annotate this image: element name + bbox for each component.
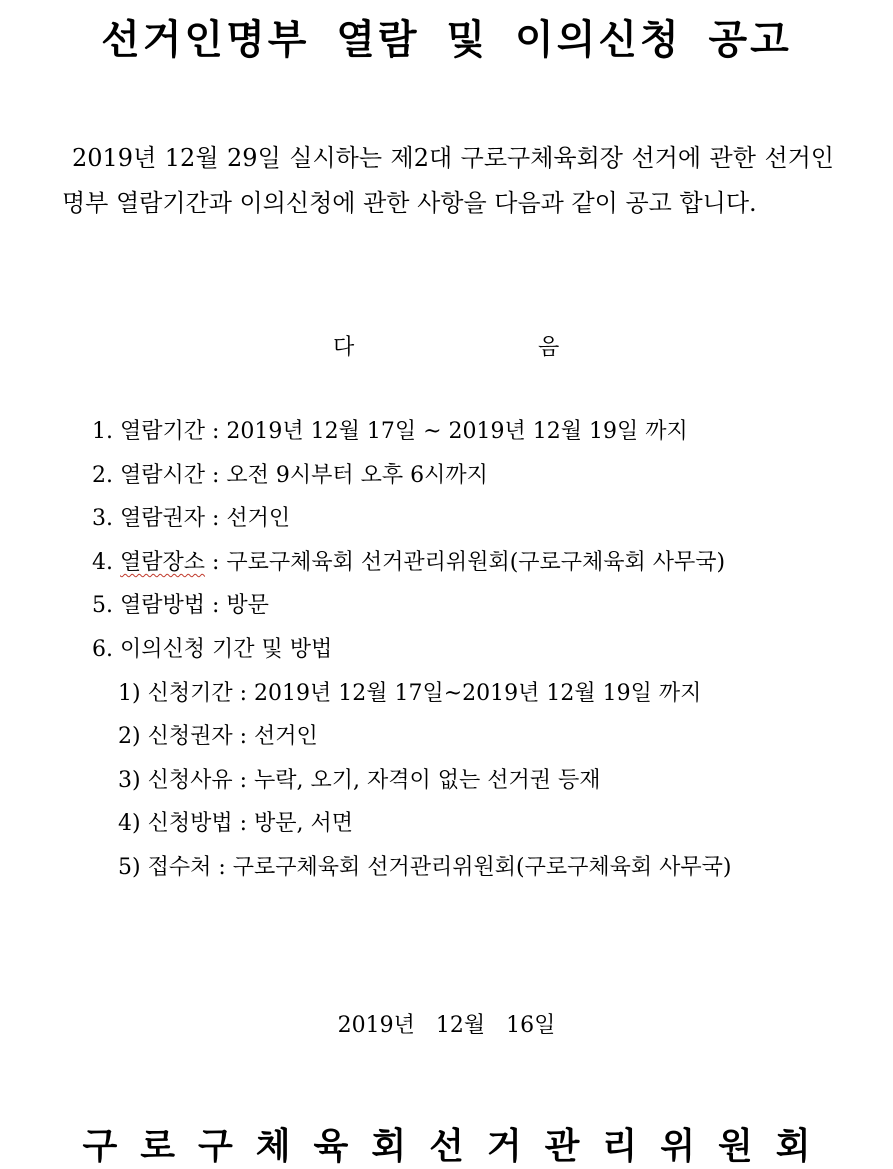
list-item	[92, 584, 852, 628]
item-label: 열람기간	[120, 419, 206, 444]
item-value: 2019년 12월 17일 ~ 2019년 12월 19일 까지	[226, 419, 688, 444]
list-item	[92, 628, 852, 672]
notice-title: 선거인명부 열람 및 이의신청 공고	[101, 16, 792, 63]
subitem-value: 누락, 오기, 자격이 없는 선거권 등재	[254, 767, 601, 793]
sub-list-item	[92, 802, 852, 846]
subitem-value: 선거인	[254, 724, 318, 750]
subitem-label: 신청기간	[147, 680, 233, 706]
subitem-label: 신청권자	[147, 724, 233, 750]
item-separator: :	[205, 462, 227, 488]
item-number: 5.	[92, 593, 113, 619]
subitem-separator: :	[232, 811, 255, 837]
item-number: 2.	[92, 462, 113, 488]
item-number: 6.	[92, 636, 113, 662]
subitem-number: 5)	[118, 854, 141, 880]
subitem-value: 구로구체육회 선거관리위원회(구로구체육회 사무국)	[232, 854, 732, 880]
item-separator: :	[205, 593, 227, 619]
issuing-organization: 구로구체육회선거관리위원회	[82, 1125, 834, 1167]
item-value: 선거인	[226, 506, 291, 532]
item-number: 4.	[92, 549, 113, 575]
sub-list-item	[92, 759, 852, 803]
subitem-value: 2019년 12월 17일~2019년 12월 19일 까지	[254, 680, 702, 706]
item-label: 열람방법	[120, 593, 206, 619]
notice-items	[92, 410, 852, 890]
item-value: 방문	[226, 593, 269, 619]
item-label: 열람권자	[120, 506, 206, 532]
subitem-number: 4)	[118, 811, 141, 837]
item-separator: :	[205, 419, 227, 444]
item-label: 열람장소	[120, 549, 206, 575]
next-heading-right: 음	[538, 335, 560, 360]
item-value: 구로구체육회 선거관리위원회(구로구체육회 사무국)	[226, 549, 726, 575]
sub-list-item	[92, 715, 852, 759]
sub-list-item	[92, 846, 852, 890]
item-number: 1.	[92, 419, 113, 444]
subitem-number: 1)	[118, 680, 141, 706]
next-heading-left: 다	[333, 335, 355, 360]
subitem-value: 방문, 서면	[254, 811, 354, 837]
item-number: 3.	[92, 506, 113, 532]
item-separator: :	[205, 549, 227, 575]
subitem-separator: :	[232, 680, 255, 706]
item-value: 오전 9시부터 오후 6시까지	[226, 462, 488, 488]
subitem-number: 3)	[118, 767, 141, 793]
subitem-separator: :	[232, 767, 255, 793]
subitem-label: 신청방법	[147, 811, 233, 837]
list-item	[92, 541, 852, 585]
next-heading	[0, 330, 893, 360]
intro-paragraph: 2019년 12월 29일 실시하는 제2대 구로구체육회장 선거에 관한 선거인명부 열람기간과 이의신청에 관한 사항을 다음과 같이 공고 합니다.	[62, 144, 834, 217]
item-label: 이의신청 기간 및 방법	[120, 636, 333, 662]
list-item	[92, 497, 852, 541]
list-item	[92, 410, 852, 454]
item-label: 열람시간	[120, 462, 206, 488]
subitem-separator: :	[211, 854, 233, 880]
subitem-separator: :	[232, 724, 255, 750]
item-separator: :	[205, 506, 227, 532]
subitem-label: 신청사유	[147, 767, 233, 793]
notice-date: 2019년 12월 16일	[337, 1013, 556, 1038]
subitem-number: 2)	[118, 724, 141, 750]
list-item	[92, 454, 852, 498]
subitem-label: 접수처	[147, 854, 212, 880]
sub-list-item	[92, 672, 852, 716]
